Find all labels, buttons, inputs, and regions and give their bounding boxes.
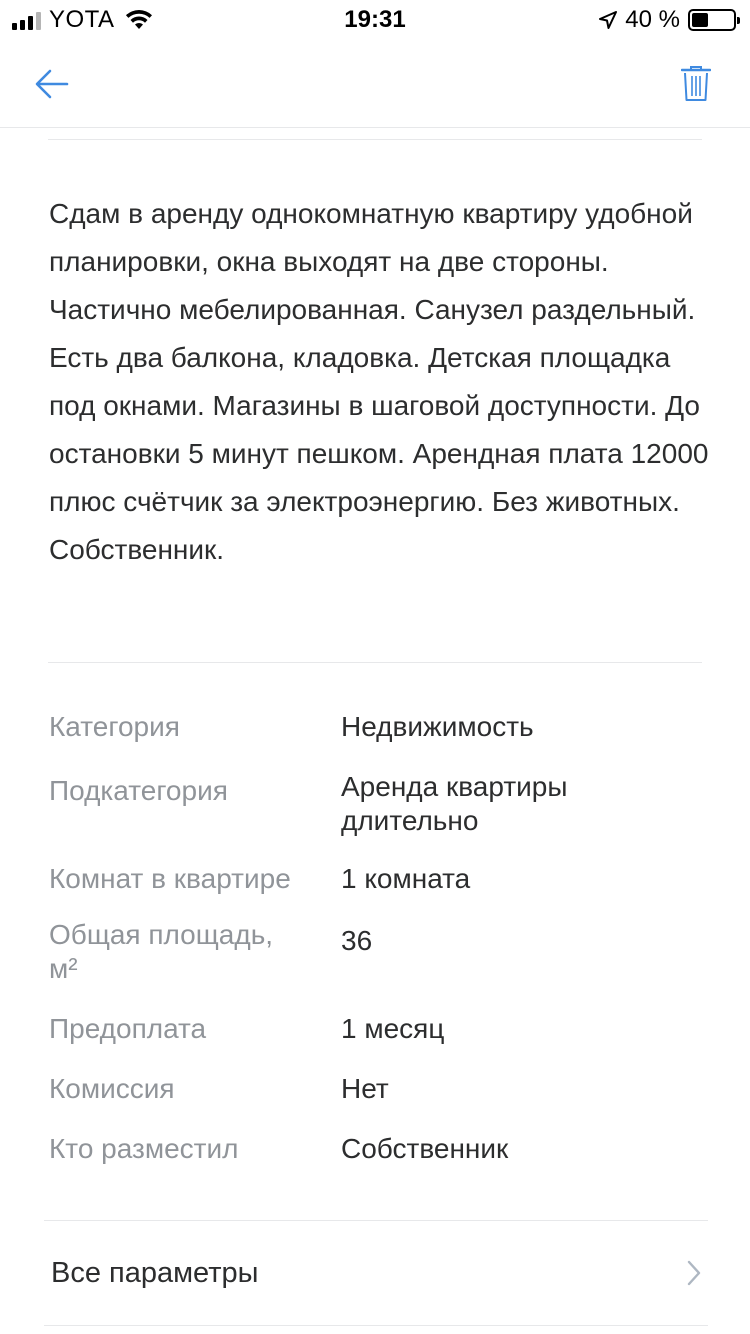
status-right: [599, 6, 736, 34]
param-row-subcategory: [49, 770, 709, 838]
carrier-name: YOTA: [49, 6, 115, 33]
param-label: Общая площадь, м²: [49, 919, 274, 984]
param-row-commission: [49, 1072, 709, 1106]
param-value: 36: [341, 925, 373, 956]
param-label: Категория: [49, 711, 180, 742]
param-label: Подкатегория: [49, 775, 228, 806]
clock: 19:31: [344, 6, 406, 33]
battery-percent: 40 %: [625, 6, 680, 33]
param-label: Комнат в квартире: [49, 863, 291, 894]
param-row-poster: [49, 1132, 709, 1166]
param-value: Собственник: [341, 1133, 509, 1164]
status-bar: [0, 0, 750, 40]
param-row-category: [49, 710, 709, 744]
divider: [48, 139, 702, 140]
params-list: [49, 710, 709, 1166]
location-arrow-icon: [599, 11, 617, 29]
param-value: Аренда квартиры длительно: [341, 771, 568, 836]
delete-button[interactable]: [676, 60, 716, 108]
listing-description: Сдам в аренду однокомнатную квартиру удобной планировки, окна выходят на две стороны. Частично мебелированная. Санузел раздельный. Есть два балкона, кладовка. Детская площадка под окнами. Магазины в шаговой доступности. До остановки 5 минут пешком. Арендная плата 12000 плюс счётчик за электроэнергию. Без животных. Собственник.: [49, 198, 709, 565]
param-label: Кто разместил: [49, 1133, 239, 1164]
back-button[interactable]: [30, 62, 74, 106]
trash-icon: [681, 65, 711, 103]
battery-icon: [688, 9, 736, 31]
param-label: Комиссия: [49, 1073, 175, 1104]
param-value: Нет: [341, 1073, 389, 1104]
arrow-left-icon: [35, 69, 69, 99]
param-value: 1 месяц: [341, 1013, 445, 1044]
param-row-rooms: [49, 862, 709, 896]
battery-level: [692, 13, 708, 27]
chevron-right-icon: [686, 1259, 702, 1287]
all-params-button[interactable]: [44, 1220, 708, 1326]
param-row-prepayment: [49, 1012, 709, 1046]
param-row-area: [49, 918, 709, 986]
param-value: 1 комната: [341, 863, 471, 894]
navigation-bar: [0, 40, 750, 128]
param-label: Предоплата: [49, 1013, 207, 1044]
divider: [48, 662, 702, 663]
all-params-label: Все параметры: [51, 1256, 259, 1289]
param-value: Недвижимость: [341, 711, 534, 742]
